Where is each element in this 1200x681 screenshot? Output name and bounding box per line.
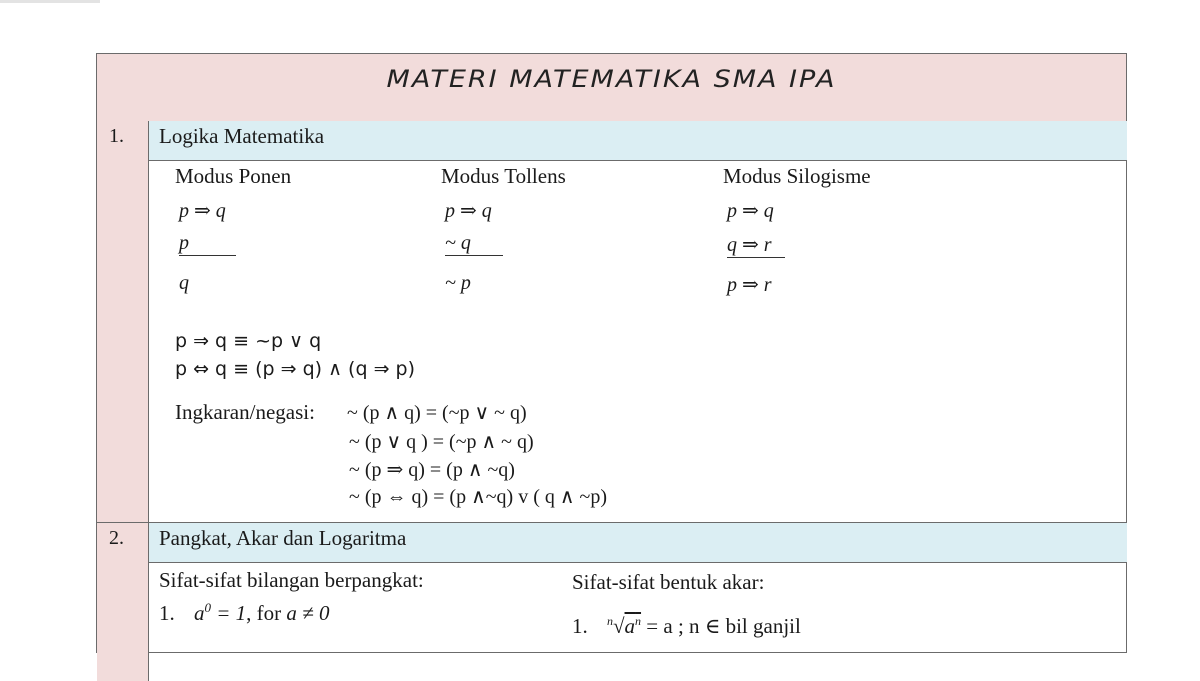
root-item-number: 1.: [572, 614, 588, 638]
modus-tollens-conclusion: ~ p: [445, 272, 471, 294]
page-title: MATERI MATEMATIKA SMA IPA: [386, 65, 837, 94]
section-heading: Pangkat, Akar dan Logaritma: [149, 523, 1127, 563]
modus-tollens-label: Modus Tollens: [441, 164, 566, 188]
document-sheet: [96, 53, 1127, 653]
modus-silogisme-conclusion: p ⇒ r: [727, 274, 772, 296]
modus-tollens-premise2: ~ q: [445, 232, 503, 256]
top-strip: [0, 0, 100, 3]
title-band: [97, 54, 1126, 122]
root-properties-title: Sifat-sifat bentuk akar:: [572, 570, 765, 594]
equivalence-line: p ⇔ q ≡ (p ⇒ q) ∧ (q ⇒ p): [175, 358, 415, 380]
exponent-formula: $a^0 = 1$: [194, 600, 247, 625]
modus-ponen-premise2: p: [179, 232, 236, 256]
section-number: 2.: [109, 527, 124, 549]
modus-ponen-label: Modus Ponen: [175, 164, 292, 188]
section-heading: Logika Matematika: [149, 121, 1127, 161]
exponent-item-number: 1.: [159, 601, 175, 625]
exponent-properties-title: Sifat-sifat bilangan berpangkat:: [159, 568, 424, 592]
negation-line: ~ (p ∨ q ) = (~p ∧ ~ q): [349, 431, 534, 453]
exponent-condition: a ≠ 0: [286, 601, 330, 625]
section-number: 1.: [109, 125, 124, 147]
negation-line: ~ (p ⇔ q) = (p ∧~q) v ( q ∧ ~p): [349, 486, 607, 508]
negation-line: ~ (p ⇒ q) = (p ∧ ~q): [349, 459, 515, 481]
modus-ponen-premise1: p ⇒ q: [179, 200, 226, 222]
modus-silogisme-premise2: q ⇒ r: [727, 232, 785, 258]
root-item-text: = a ; n ∈ bil ganjil: [646, 614, 801, 638]
modus-tollens-premise1: p ⇒ q: [445, 200, 492, 222]
negation-label: Ingkaran/negasi:: [175, 400, 315, 424]
exponent-item-1: [159, 600, 329, 626]
root-item-1: [572, 614, 801, 639]
root-formula: $^n√a^n$: [607, 614, 642, 638]
modus-ponen-conclusion: q: [179, 272, 189, 294]
number-column: [97, 121, 149, 681]
modus-silogisme-premise1: p ⇒ q: [727, 200, 774, 222]
modus-silogisme-label: Modus Silogisme: [723, 164, 871, 188]
equivalence-line: p ⇒ q ≡ ~p ∨ q: [175, 330, 322, 352]
negation-line: ~ (p ∧ q) = (~p ∨ ~ q): [347, 402, 527, 424]
exponent-item-text: , for: [246, 601, 282, 625]
